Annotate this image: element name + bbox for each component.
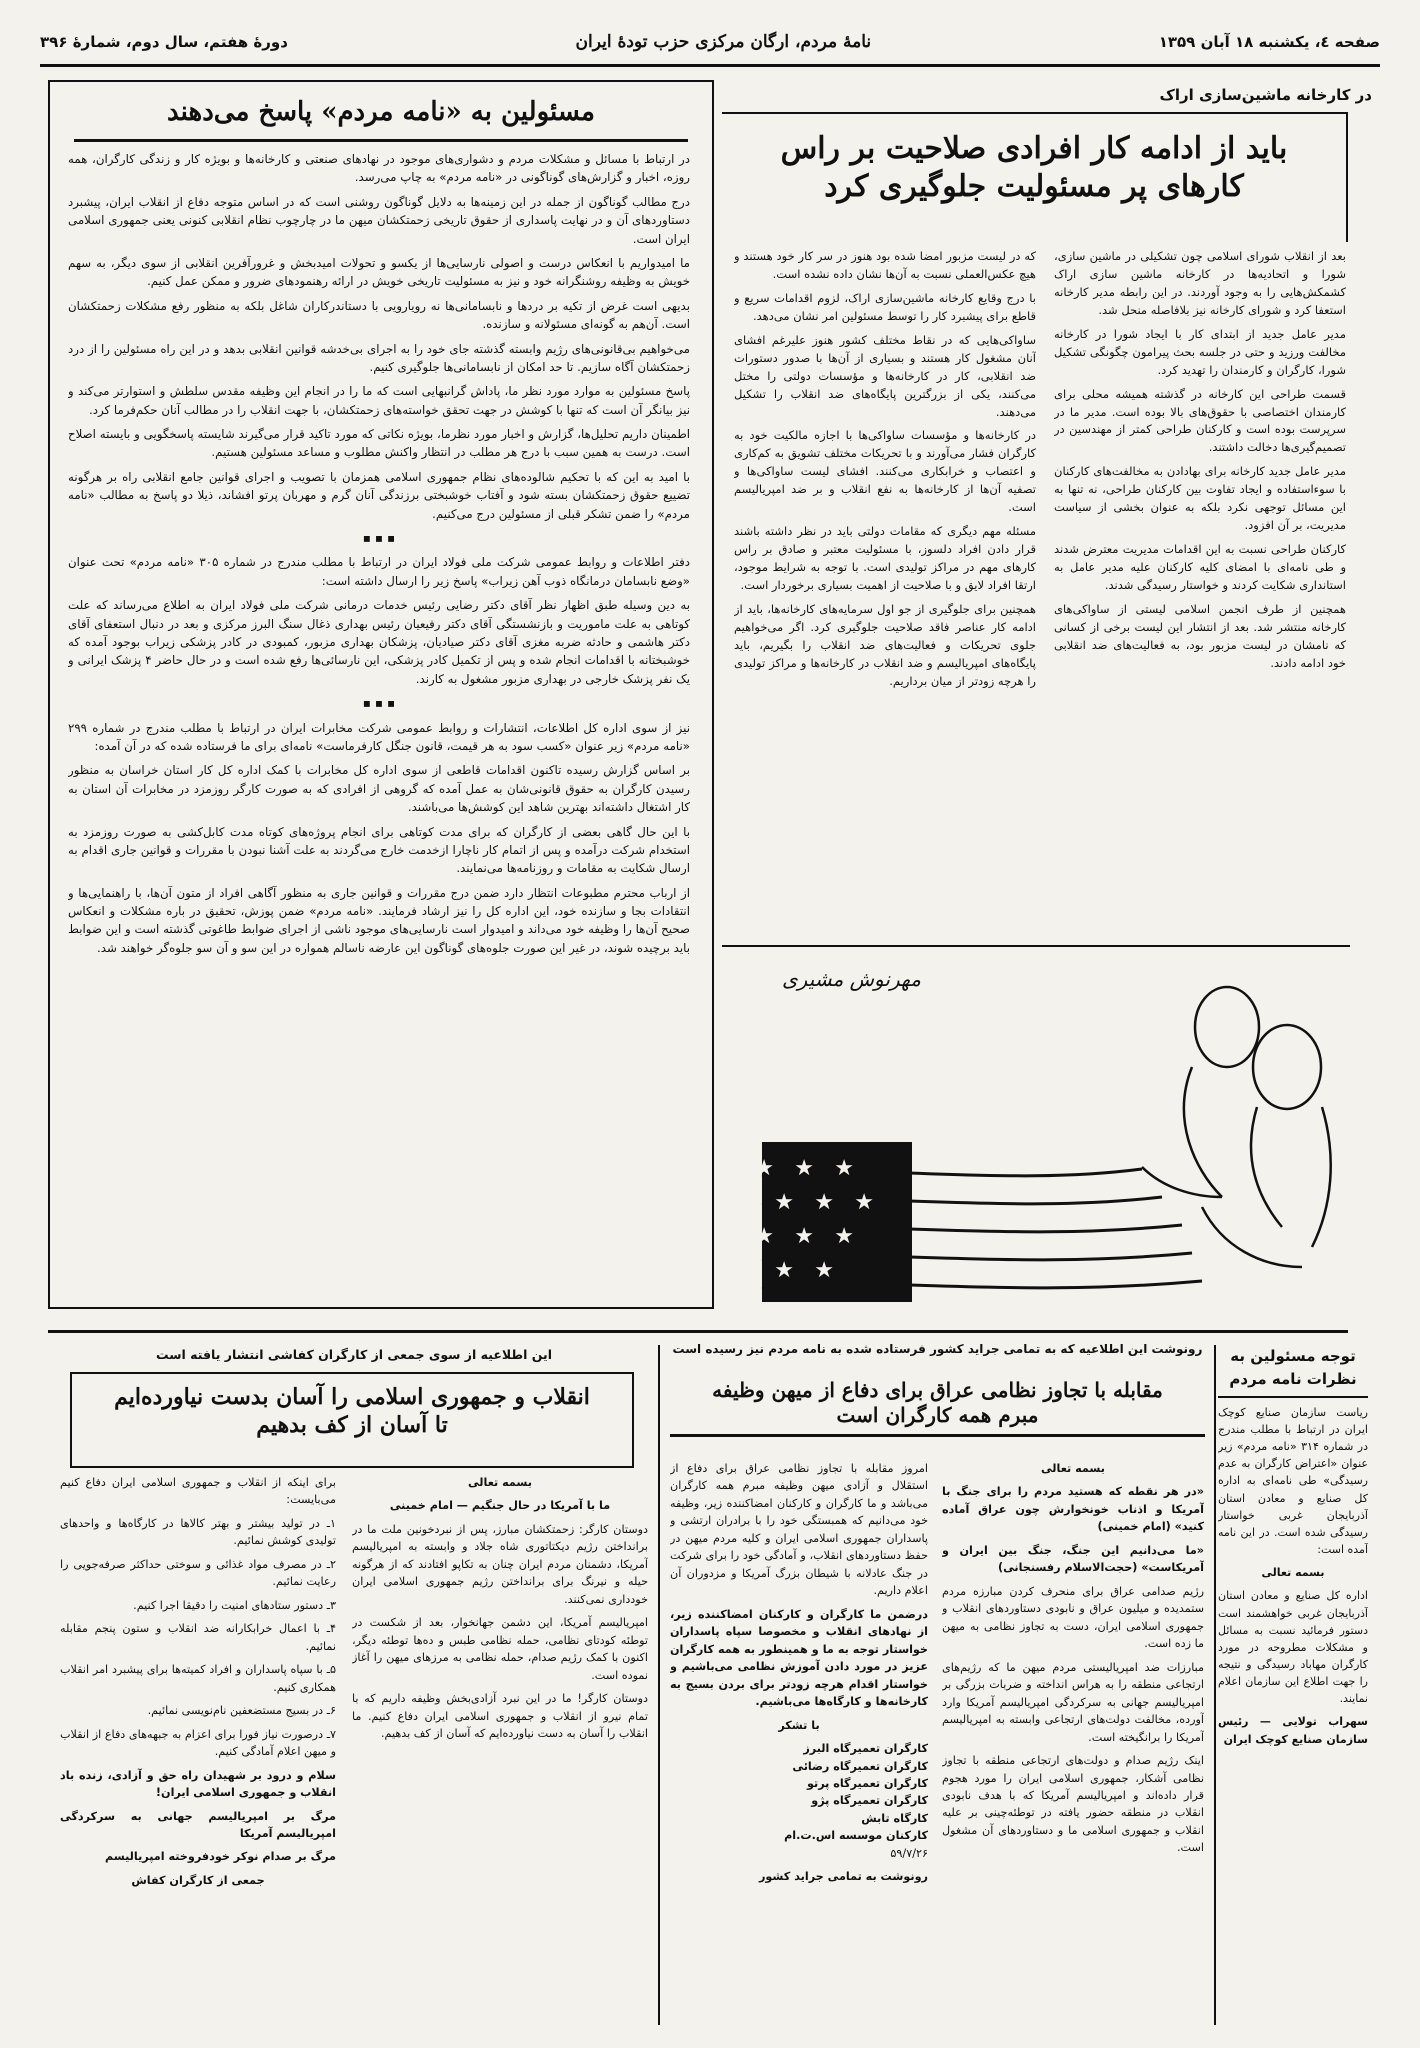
- demand-item: ۷ـ درصورت نیاز فورا برای اعزام به جبهه‌های دفاع از انقلاب و میهن اعلام آمادگی کنیم.: [60, 1727, 336, 1759]
- revolution-closing: سلام و درود بر شهیدان راه حق و آزادی، زنده باد انقلاب و جمهوری اسلامی ایران!: [60, 1768, 336, 1800]
- officials-reply2-paragraph: بر اساس گزارش رسیده تاکنون اقدامات قاطعی از سوی اداره کل مخابرات با کمک اداره کل کار استان خراسان به منظور رسیدن کارگران به حقوق قانونی‌شان به عمل آمده که گروهی از افرادی که به صورت کارگر روزمزد در مخابرات آن استان به کار اشتغال داشته‌اند بهترین شاهد این کوشش‌ها می‌باشند.: [68, 763, 690, 815]
- demand-item: ۳ـ دستور ستادهای امنیت را دقیقا اجرا کنیم.: [133, 1598, 336, 1612]
- revolution-slogan: مرگ بر صدام نوکر خودفروخته امپریالیسم: [104, 1850, 336, 1864]
- iraq-paragraph: رژیم صدامی عراق برای منحرف کردن مبارزه مردم ستمدیده و میلیون عراق و نابودی دستاوردهای انقلاب و جمهوری اسلامی ایران، دست به تجاوز نظامی به میهن ما زده است.: [942, 1584, 1204, 1651]
- factory-paragraph: مدیر عامل جدید کارخانه برای بهادادن به مخالفت‌های کارکنان با سوءاستفاده و ایجاد تفاوت بین کارکنان طراحی، نه تنها به این مسائل توجهی نکرد بلکه به عنوان بخشی از سیاست مدیریت، بر آن افزود.: [1054, 464, 1346, 533]
- svg-text:★: ★: [814, 1258, 834, 1283]
- svg-text:★: ★: [794, 1224, 814, 1249]
- factory-headline-line1: باید از ادامه کار افرادی صلاحیت بر راس: [780, 131, 1288, 166]
- officials-reply1-body: به دین وسیله طبق اظهار نظر آقای دکتر رضایی رئیس خدمات درمانی شرکت ملی فولاد ایران به اطلاع می‌رساند که علت کوتاهی به علت ماموریت و بازنشستگی آقای دکتر رفیعیان رئیس بهداری ذغال سنگ البرز مرکزی و بعد در دنبال استعفای آقای دکتر هاشمی و حادثه ضربه مغزی آقای دکتر صیادیان، پزشکان بهداری مزبور، کمبودی در کادر پزشکی زیراب بوجود آمده که خوشبختانه با اقدامات انجام شده و پس از تکمیل کادر پزشکی، این نارسائی‌ها رفع شده است و در حال حاضر ۴ پزشک ایرانی و یک نفر پزشک خارجی در بهداری مزبور مشغول به کارند.: [68, 598, 690, 686]
- svg-text:★: ★: [834, 1224, 854, 1249]
- masthead-paper-name: نامهٔ مردم، ارگان مرکزی حزب تودهٔ ایران: [575, 32, 872, 52]
- section-divider: [48, 1330, 1348, 1333]
- revolution-headline-line2: تا آسان از کف بدهیم: [256, 1411, 448, 1438]
- revolution-salutation: بسمه تعالی: [467, 1476, 532, 1489]
- officials-reply2-intro: نیز از سوی اداره کل اطلاعات، انتشارات و روابط عمومی شرکت مخابرات ایران در ارتباط با مطلب مندرج در شماره ۲۹۹ «نامه مردم» زیر عنوان «کسب سود به هر قیمت، قانون جنگل کارفرماست» نامه‌ای برای ما فرستاده شده که در آن آمده:: [68, 720, 690, 753]
- signature-item: کارگران تعمیرگاه پژو: [811, 1794, 928, 1808]
- iraq-col-right: [942, 1460, 1204, 2025]
- factory-paragraph: مسئله مهم دیگری که مقامات دولتی باید در نظر داشته باشند قرار دادن افراد دلسوز، با مسئولیت معتبر و صادق بر راس کارهای مهم در مراکز تولیدی است. با توجه به شرایط موجود، ارتقا افراد لایق و با صلاحیت از اهمیت بسیاری برخوردار است.: [734, 524, 1036, 592]
- svg-text:★: ★: [854, 1190, 874, 1215]
- revolution-col-left: [60, 1474, 336, 2024]
- iraq-paragraph: امروز مقابله با تجاوز نظامی عراق برای دفاع از استقلال و آزادی میهن وظیفه مبرم همه کارگران می‌باشد و ما کارگران و کارکنان امضاکننده زیر، وظیفه خود می‌دانیم که همبستگی خود را با برادران ارتشی و پاسداران جمهوری اسلامی ایران و کلیه مردم میهن در حفظ دستاوردهای انقلاب، و آمادگی خود را برای شرکت در جنگ عادلانه با شیطان بزرگ آمریکا و مزدوران آن اعلام داریم.: [670, 1462, 928, 1598]
- revolution-headline-line1: انقلاب و جمهوری اسلامی را آسان بدست نیاورده‌ایم: [114, 1384, 590, 1410]
- svg-text:★: ★: [794, 1156, 814, 1181]
- cartoon-drawing: [722, 947, 1350, 1327]
- iraq-signatures: [670, 1740, 928, 1845]
- factory-paragraph: در کارخانه‌ها و مؤسسات ساواکی‌ها با اجازه مالکیت خود به کارگران فشار می‌آورند و با تحریکات مختلف تشویق به کم‌کاری و اعتصاب و خرابکاری می‌کنند. افشای لیست ساواکی‌ها و تصفیه آن‌ها از کارخانه‌ها به نفع انقلاب و بر ضد امپریالیسم است.: [734, 428, 1036, 515]
- officials-paragraph: بدیهی است غرض از تکیه بر دردها و نابسامانی‌ها نه رویارویی با دستاندرکاران شاغل بلکه به منظور رفع مشکلات زحمتکشان است. آن‌هم به گونه‌ای مسئولانه و سازنده.: [68, 298, 690, 332]
- factory-headline-line2: کارهای پر مسئولیت جلوگیری کرد: [824, 168, 1244, 204]
- letters-headline-line1: توجه مسئولین به: [1230, 1347, 1356, 1365]
- demand-item: ۵ـ با سپاه پاسداران و افراد کمیته‌ها برای پیشبرد امر انقلاب همکاری کنیم.: [60, 1663, 336, 1694]
- officials-paragraph: در ارتباط با مسائل و مشکلات مردم و دشواری‌های موجود در نهادهای صنعتی و کارخانه‌ها و بویژه کار و زندگی کارگران، همه روزه، اخبار و گزارش‌های گوناگونی در «نامه مردم» به چاپ می‌رسد.: [68, 152, 690, 185]
- officials-paragraph: ما امیدواریم با انعکاس درست و اصولی نارسایی‌ها از یکسو و تحولات امیدبخش و غرورآفرین انقلابی از سوی دیگر، به سهم خویش به وظیفه روشنگرانه خود و نیز به مسئولیت تاریخی خویش در ارائه رهنمودهای ضرور و ممکن عمل کنیم.: [68, 255, 690, 289]
- factory-paragraph: همچنین برای جلوگیری از جو اول سرمایه‌های کارخانه‌ها، باید از ادامه کار عناصر فاقد صلاحیت جلوگیری کرد. اگر می‌خواهیم جلوی تحریکات و فعالیت‌های ضد انقلاب را بگیریم، باید پایگاه‌های امپریالیسم و ضد انقلاب در کارخانه‌ها و مراکز تولیدی را هرچه زودتر از میان برداریم.: [734, 601, 1036, 688]
- letters-body: ریاست سازمان صنایع کوچک ایران در ارتباط با مطلب مندرج در شماره ۳۱۴ «نامه مردم» زیر عنوان «اعتراض کارگران به عدم رسیدگی» طی نامه‌ای به اداره کل صنایع و معادن استان آذربایجان غربی خواستار رسیدگی شده است. در این نامه آمده است:: [1218, 1405, 1368, 1557]
- signature-item: کارگران تعمیرگاه پرتو: [806, 1776, 928, 1790]
- factory-paragraph: ساواکی‌هایی که در نقاط مختلف کشور هنوز علیرغم افشای آنان مشغول کار هستند و بسیاری از آن‌ها با صدور دستورات ضد انقلابی، کار در کارخانه‌ها و مؤسسات دولتی را مختل می‌کنند، یکی از بزرگترین پایگاه‌های ضد انقلاب را تشکیل می‌دهند.: [734, 332, 1036, 419]
- factory-paragraph: بعد از انقلاب شورای اسلامی چون تشکیلی در ماشین سازی، شورا و اتحادیه‌ها در کارخانه ماشین سازی اراک کشمکش‌هایی را به وجود آوردند. در این رابطه مدیر کارخانه استعفا کرد و شورای کارخانه نیز بلافاصله منحل شد.: [1054, 249, 1346, 317]
- svg-text:★: ★: [774, 1258, 794, 1283]
- cartoon-signature: مهرنوش مشیری: [782, 967, 921, 991]
- iraq-date: ۵۹/۷/۲۶: [890, 1846, 928, 1860]
- iraq-paragraph: درضمن ما کارگران و کارکنان امضاکننده زیر، از نهادهای انقلاب و مخصوصا سپاه پاسداران خواستار توجه به ما و همینطور به همه کارگران عزیز در مورد دادن آموزش نظامی می‌باشیم و خواستار اقدام هرچه زودتر برای بردن بسیج به کارخانه‌ها و کارگاه‌ها می‌باشیم.: [670, 1607, 928, 1709]
- revolution-header-note: این اطلاعیه از سوی جمعی از کارگران کفاشی انتشار یافته است: [156, 1347, 552, 1362]
- revolution-motto: ما با آمریکا در حال جنگیم — امام خمینی: [389, 1499, 611, 1513]
- letters-signature: سهراب تولایی — رئیس سازمان صنایع کوچک ایران: [1218, 1715, 1368, 1746]
- iraq-header-note: رونوشت این اطلاعیه که به تمامی جراید کشور فرستاده شده به نامه مردم نیز رسیده است: [672, 1342, 1203, 1356]
- factory-headline-box: [722, 112, 1348, 242]
- section-separator: ▪ ▪ ▪: [362, 531, 396, 546]
- signature-item: کارگران تعمیرگاه البرز: [803, 1742, 928, 1756]
- letters-letter: اداره کل صنایع و معادن استان آذربایجان غربی خواهشمند است دستور فرمائید نسبت به مسائل و مشکلات مطروحه در مورد کارگران مهاباد رسیدگی و نتیجه را جهت اطلاع این سازمان اعلام نمایند.: [1218, 1589, 1368, 1706]
- svg-text:★: ★: [774, 1190, 794, 1215]
- revolution-paragraph: امپریالیسم آمریکا، این دشمن جهانخوار، بعد از شکست در توطئه کودتای نظامی، حمله نظامی طبس و ده‌ها توطئه دیگر، اکنون با کمک رژیم صدام، حمله نظامی به مرزهای میهن را آغاز نموده است.: [352, 1616, 648, 1682]
- svg-text:★: ★: [754, 1156, 774, 1181]
- letters-headline-line2: نظرات نامه مردم: [1218, 1368, 1368, 1397]
- revolution-slogan: مرگ بر امپریالیسم جهانی به سرکردگی امپریالیسم آمریکا: [60, 1809, 336, 1840]
- masthead: [40, 20, 1380, 67]
- officials-paragraph: درج مطالب گوناگون از جمله در این زمینه‌ها به دلایل گوناگون روشنی است که در اساس متوجه دفاع از انقلاب ایران، پیشبرد دستاوردهای آن و در نهایت پاسداری از حقوق تاریخی زحمتکشان میهن ما در چارچوب نظام انقلابی کنونی یعنی جمهوری اسلامی ایران است.: [68, 194, 690, 246]
- iraq-headline-line1: مقابله با تجاوز نظامی عراق برای دفاع از میهن وظیفه: [712, 1378, 1163, 1402]
- iraq-quote-2: «ما می‌دانیم این جنگ، جنگ بین ایران و آمریکاست» (حجت‌الاسلام رفسنجانی): [942, 1543, 1204, 1575]
- svg-text:★: ★: [814, 1190, 834, 1215]
- masthead-date: صفحه ٤، یکشنبه ۱۸ آبان ۱۳۵۹: [1158, 33, 1380, 51]
- officials-reply2-paragraph: از ارباب محترم مطبوعات انتظار دارد ضمن درج مقررات و قوانین جاری به منظور آگاهی افراد از متون آن‌ها، با راهنمایی‌ها و انتقادات بجا و سازنده خود، این اداره کل را نیز ارشاد فرمایند. «نامه مردم» ضمن پوزش، تحقیق در باره مشکلات و انعکاس صحیح آن‌ها را وظیفه خود می‌داند و امیدوار است نارسایی‌های موجود ناشی از اجرای ضوابط طاغوتی گذشته است و این ضوابط باید برچیده شوند، در غیر این صورت جلوه‌های گوناگون این عارضه ناسالم همواره در این سو و آن سو جلوه‌گر خواهند شد.: [68, 885, 690, 955]
- factory-paragraph: با درج وقایع کارخانه ماشین‌سازی اراک، لزوم اقدامات سریع و قاطع برای پیشبرد کار را توسط مسئولین امر نشان می‌دهد.: [734, 290, 1036, 323]
- iraq-col-left: [670, 1460, 928, 2025]
- factory-paragraph: قسمت طراحی این کارخانه در گذشته همیشه محلی برای کارمندان اختصاصی با حقوق‌های بالا بوده است. مدیر ما در سرپرست بوده است و کارکنان طراحی کمتر از مهندسین در تصمیم‌گیری‌ها دخالت داشتند.: [1054, 386, 1346, 455]
- factory-col-right: [1054, 248, 1346, 938]
- iraq-salutation: بسمه تعالی: [1040, 1462, 1105, 1475]
- signature-item: کارگاه تابش: [861, 1811, 928, 1825]
- demand-item: ۶ـ در بسیج مستضعفین نام‌نویسی نمائیم.: [147, 1704, 336, 1718]
- column-divider: [1214, 1345, 1216, 2025]
- revolution-paragraph: دوستان کارگر! ما در این نبرد آزادی‌بخش وظیفه داریم که با تمام نیرو از انقلاب و جمهوری اسلامی ایران دفاع کنیم. ما انقلاب را آسان به دست نیاورده‌ایم که آسان از کف بدهیم.: [352, 1692, 648, 1741]
- officials-paragraph: اطمینان داریم تحلیل‌ها، گزارش و اخبار مورد نظرما، بویژه نکاتی که مورد تاکید قرار می‌گیرند شایسته پاسخگویی و بایسته اصلاح است. درست به همین سبب با درج هر مطلب در انتظار واکنش مطلوب و مساعد مسئولین هستیم.: [68, 427, 690, 460]
- political-cartoon: [722, 945, 1350, 1327]
- factory-paragraph: همچنین از طرف انجمن اسلامی لیستی از ساواکی‌های کارخانه منتشر شد. بعد از انتشار این لیست برخی از کسانی که نامشان در لیست مزبور بود، به فعالیت‌های ضد انقلابی خود ادامه دادند.: [1054, 601, 1346, 670]
- masthead-issue: دورهٔ هفتم، سال دوم، شمارهٔ ۳۹۶: [40, 33, 288, 51]
- letters-column: [1218, 1345, 1368, 2025]
- iraq-quote-1: «در هر نقطه که هستید مردم را برای جنگ با آمریکا و اذناب خونخوارش چون عراق آماده کنید» (امام خمینی): [942, 1485, 1204, 1534]
- svg-text:★: ★: [834, 1156, 854, 1181]
- iraq-headline-line2: مبرم همه کارگران است: [670, 1403, 1205, 1437]
- factory-kicker: در کارخانه ماشین‌سازی اراک: [1159, 86, 1372, 104]
- revolution-signature: جمعی از کارگران کفاش: [131, 1873, 265, 1887]
- officials-paragraph: پاسخ مسئولین به موارد مورد نظر ما، پاداش گرانبهایی است که ما را در انجام این وظیفه مقدس سلطش و استوارتر می‌کند و نیز بیانگر آن است که تنها با کوشش در جهت تحقق خواسته‌های زحمتکشان، با جهت انقلاب را در مطالب آنان حکم‌فرما کرد.: [68, 384, 690, 417]
- iraq-paragraph: مبارزات ضد امپریالیستی مردم میهن ما که رژیم‌های ارتجاعی منطقه را به هراس انداخته و ضربات بزرگی بر امپریالیسم جهانی به سرکردگی امپریالیسم آمریکا وارد آورده، مخالفت دولت‌های ارتجاعی وابسته به امپریالیسم آمریکا را برانگیخته است.: [942, 1660, 1204, 1744]
- officials-headline: مسئولین به «نامه مردم» پاسخ می‌دهند: [74, 96, 688, 142]
- iraq-cc: رونوشت به تمامی جراید کشور: [758, 1870, 928, 1884]
- revolution-intro: برای اینکه از انقلاب و جمهوری اسلامی ایران دفاع کنیم می‌بایست:: [60, 1476, 336, 1507]
- column-divider: [658, 1345, 660, 2025]
- factory-paragraph: مدیر عامل جدید از ابتدای کار با ایجاد شورا در کارخانه مخالفت ورزید و حتی در جلسه بحث پیرامون چگونگی تشکیل شورا، کارگران و کارمندان را تهدید کرد.: [1054, 326, 1346, 377]
- factory-paragraph: که در لیست مزبور امضا شده بود هنوز در سر کار خود هستند و هیچ عکس‌العملی نسبت به آن‌ها نشان داده نشده است.: [734, 249, 1036, 281]
- iraq-headline-block: [670, 1378, 1205, 1437]
- signature-item: کارکنان موسسه اس.ت.ام: [784, 1829, 928, 1843]
- demand-item: ۱ـ در تولید بیشتر و بهتر کالاها در کارگاه‌ها و واحدهای تولیدی کوشش نمائیم.: [60, 1516, 336, 1548]
- factory-col-left: [734, 248, 1036, 938]
- revolution-col-right: [352, 1474, 648, 2024]
- letters-salutation: بسمه تعالی: [1261, 1566, 1325, 1580]
- officials-reply2-paragraph: با این حال گاهی بعضی از کارگران که برای مدت کوتاهی برای انجام پروژه‌های کوتاه مدت کابل‌کشی به صورت روزمزد به استخدام شرکت درآمده و پس از اتمام کار ناچارا ازخدمت خارج می‌گردند به علت آشنا نبودن با مقررات و قوانین جاری اقدام به ارسال شکایت به مقامات و روزنامه‌ها می‌نمایند.: [68, 824, 690, 876]
- officials-body: [68, 150, 690, 1295]
- officials-reply1-intro: دفتر اطلاعات و روابط عمومی شرکت ملی فولاد ایران در ارتباط با مطلب مندرج در شماره ۳۰۵ «نامه مردم» تحت عنوان «وضع نابسامان درمانگاه ذوب آهن زیراب» پاسخ زیر را ارسال داشته است:: [68, 555, 690, 588]
- officials-paragraph: می‌خواهیم بی‌قانونی‌های رژیم وابسته گذشته جای خود را به اجرای بی‌خدشه قوانین انقلابی بدهد و در این راه مسئولین را از درد زحمتکشان آگاه سازیم. تا حد امکان از نابسامانی‌ها جلوگیری کنیم.: [68, 341, 690, 374]
- signature-item: کارگران تعمیرگاه رضائی: [792, 1759, 928, 1773]
- iraq-paragraph: اینک رژیم صدام و دولت‌های ارتجاعی منطقه با تجاوز نظامی آشکار، جمهوری اسلامی ایران را مورد هجوم قرار داده‌اند و امپریالیسم آمریکا که با هدف نابودی انقلاب در منطقه حضور یافته در توطئه‌چینی بر علیه انقلاب و جمهوری اسلامی ما و دستاوردهای آن مشغول است.: [942, 1754, 1204, 1855]
- svg-text:★: ★: [754, 1224, 774, 1249]
- officials-paragraph: با امید به این که با تحکیم شالوده‌های نظام جمهوری اسلامی همزمان با تصویب و اجرای قوانین جامع انقلابی راه بر هرگونه تضییع حقوق زحمتکشان بسته شود و آفتاب خوشبختی برزندگی آنان گرم و مهربان پرتو افشاند، ذیلا دو پاسخ به مطالب «نامه مردم» را ضمن تشکر قبلی از مسئولین درج می‌کنیم.: [68, 469, 690, 521]
- demand-item: ۲ـ در مصرف مواد غذائی و سوختی حداکثر صرفه‌جویی را رعایت نمائیم.: [60, 1557, 336, 1589]
- demand-item: ۴ـ با اعمال خرابکارانه ضد انقلاب و ستون پنجم مقابله نمائیم.: [60, 1622, 336, 1653]
- revolution-headline-box: [70, 1372, 634, 1468]
- revolution-paragraph: دوستان کارگر: زحمتکشان مبارز، پس از نبردخونین ملت ما در برانداختن رژیم دیکتاتوری شاه جلاد و وابسته به امپریالیسم آمریکا، دشمنان مردم ایران چنان به تکاپو افتادند که از هرگونه حیله و نیرنگ برای برانداختن رژیم جمهوری اسلامی ایران خودداری نمی‌کنند.: [352, 1522, 648, 1606]
- section-separator: ▪ ▪ ▪: [362, 696, 396, 711]
- factory-paragraph: کارکنان طراحی نسبت به این اقدامات مدیریت معترض شدند و طی نامه‌ای با امضای کلیه کارکنان علیه مدیر عامل به استانداری شکایت کردند و خواستار رسیدگی شدند.: [1054, 542, 1346, 592]
- iraq-thanks: با تشکر: [778, 1718, 820, 1732]
